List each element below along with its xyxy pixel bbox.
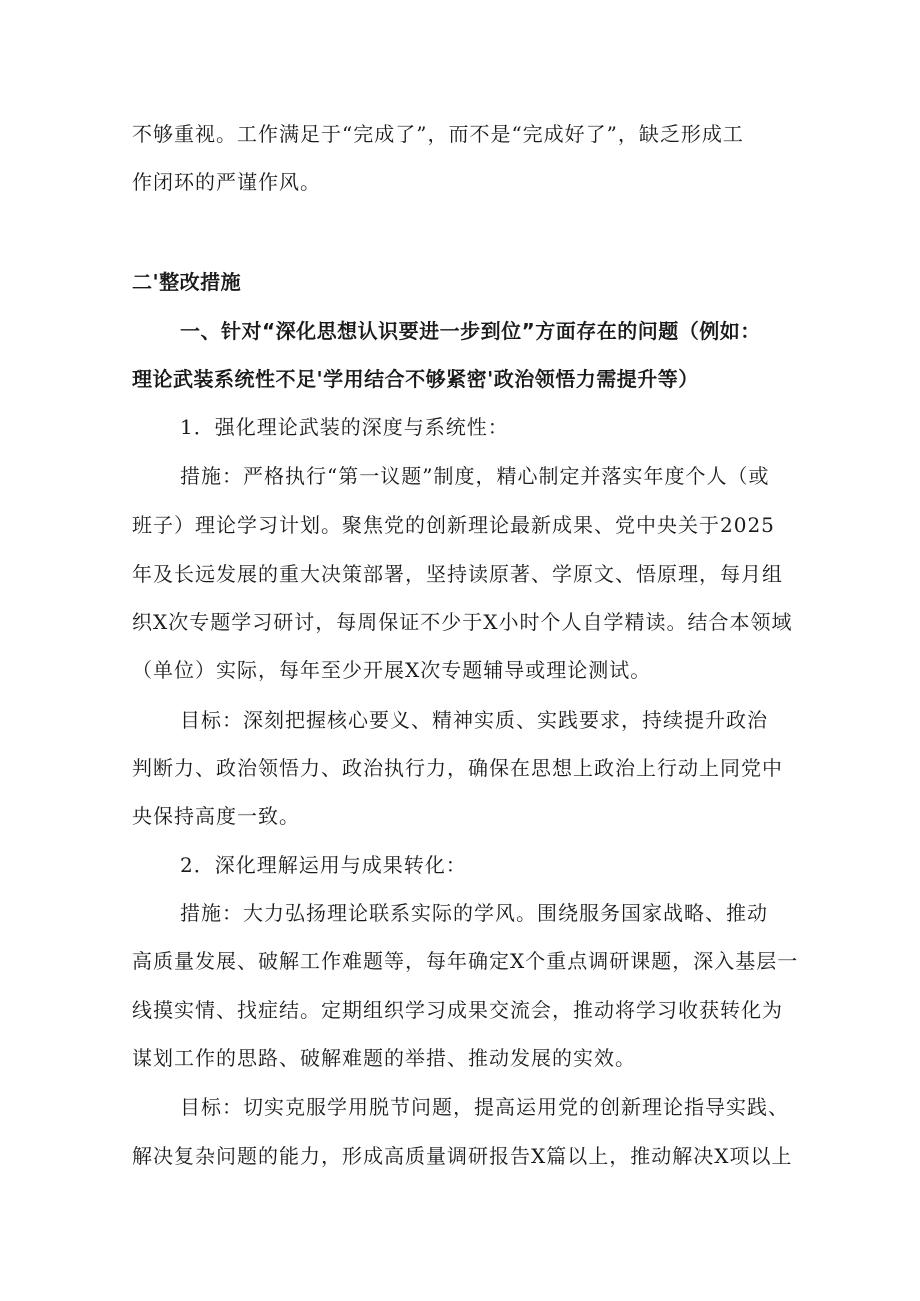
paragraph-line: 目标：深刻把握核心要义、精神实质、实践要求，持续提升政治 [180, 708, 768, 732]
item-heading: 1．强化理论武装的深度与系统性： [180, 415, 509, 439]
paragraph-line: 目标：切实克服学用脱节问题，提高运用党的创新理论指导实践、 [180, 1095, 789, 1119]
paragraph-line: 班子）理论学习计划。聚焦党的创新理论最新成果、党中央关于2025 [132, 513, 775, 537]
paragraph-line: 不够重视。工作满足于“完成了”，而不是“完成好了”，缺乏形成工 [132, 122, 744, 146]
paragraph-line: 作闭环的严谨作风。 [132, 170, 321, 194]
paragraph-line: 线摸实情、找症结。定期组织学习成果交流会，推动将学习收获转化为 [132, 998, 783, 1022]
paragraph-line: 措施：大力弘扬理论联系实际的学风。围绕服务国家战略、推动 [180, 901, 768, 925]
paragraph-line: 解决复杂问题的能力，形成高质量调研报告X篇以上，推动解决X项以上 [132, 1144, 793, 1168]
subsection-heading-continued: 理论武装系统性不足'学用结合不够紧密'政治领悟力需提升等） [132, 367, 699, 391]
paragraph-line: 谋划工作的思路、破解难题的举措、推动发展的实效。 [132, 1046, 636, 1070]
subsection-heading: 一、针对“深化思想认识要进一步到位”方面存在的问题（例如： [180, 319, 761, 343]
paragraph-line: 年及长远发展的重大决策部署，坚持读原著、学原文、悟原理，每月组 [132, 562, 783, 586]
item-heading: 2．深化理解运用与成果转化： [180, 853, 467, 877]
paragraph-line: 措施：严格执行“第一议题”制度，精心制定并落实年度个人（或 [180, 464, 770, 488]
section-heading: 二'整改措施 [132, 270, 242, 294]
paragraph-line: 高质量发展、破解工作难题等，每年确定X个重点调研课题，深入基层一 [132, 949, 799, 973]
paragraph-line: （单位）实际，每年至少开展X次专题辅导或理论测试。 [132, 658, 652, 682]
paragraph-line: 织X次专题学习研讨，每周保证不少于X小时个人自学精读。结合本领域 [132, 610, 793, 634]
paragraph-line: 判断力、政治领悟力、政治执行力，确保在思想上政治上行动上同党中 [132, 756, 783, 780]
paragraph-line: 央保持高度一致。 [132, 804, 300, 828]
